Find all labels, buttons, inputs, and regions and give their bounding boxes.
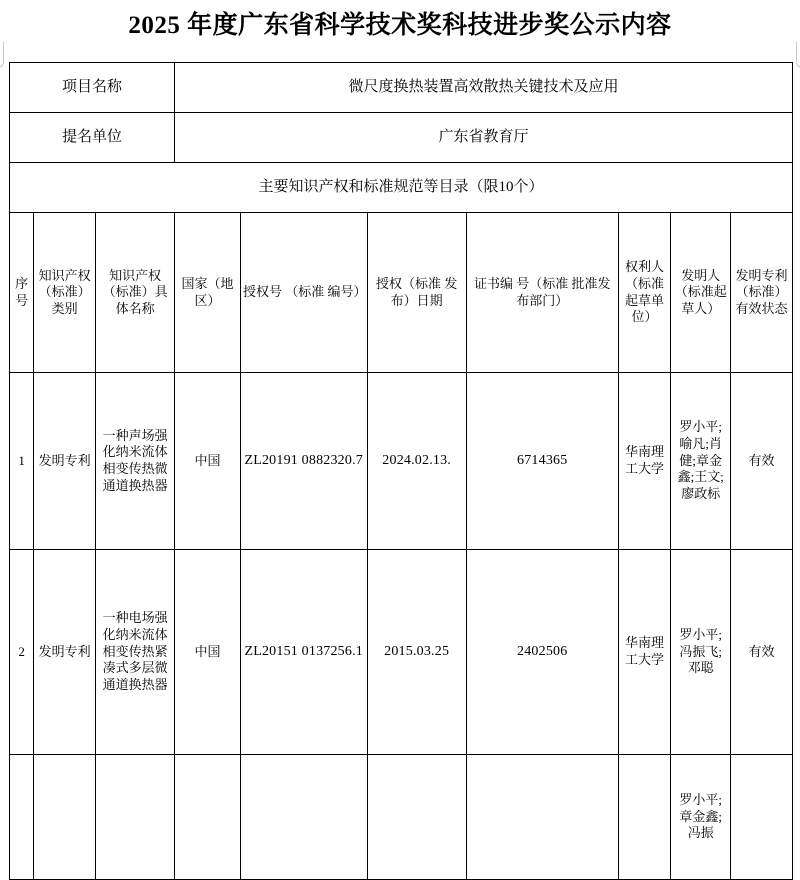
cell-ip-type [34, 755, 96, 880]
cell-country: 中国 [175, 373, 241, 550]
cell-grant-no: ZL20191 0882320.7 [240, 373, 367, 550]
col-header-inventors: 发明人（标准起草人） [671, 213, 731, 373]
cell-cert-no: 2402506 [466, 550, 618, 755]
col-header-owner: 权利人（标准起草单位） [618, 213, 671, 373]
ip-header-row [10, 213, 793, 373]
cell-status [731, 755, 793, 880]
cell-cert-no [466, 755, 618, 880]
col-header-grant-no: 授权号 （标准 编号） [240, 213, 367, 373]
page-title: 2025 年度广东省科学技术奖科技进步奖公示内容 [128, 12, 672, 39]
project-name-label: 项目名称 [10, 63, 175, 113]
table-row [10, 755, 793, 880]
cell-cert-no: 6714365 [466, 373, 618, 550]
col-header-status: 发明专利（标准）有效状态 [731, 213, 793, 373]
nominator-label: 提名单位 [10, 113, 175, 163]
project-name-value: 微尺度换热装置高效散热关键技术及应用 [175, 63, 793, 113]
cell-inventors: 罗小平;喻凡;肖健;章金鑫;王文;廖政标 [671, 373, 731, 550]
cell-ip-name: 一种声场强化纳米流体相变传热微通道换热器 [96, 373, 175, 550]
cell-grant-date: 2015.03.25 [367, 550, 466, 755]
page-edge-left [0, 42, 4, 68]
cell-grant-no [240, 755, 367, 880]
table-row [10, 550, 793, 755]
publicity-table [9, 62, 793, 880]
cell-inventors: 罗小平;冯振飞;邓聪 [671, 550, 731, 755]
col-header-ip-type: 知识产权（标准）类别 [34, 213, 96, 373]
cell-ip-name: 一种电场强化纳米流体相变传热紧凑式多层微通道换热器 [96, 550, 175, 755]
cell-ip-type: 发明专利 [34, 550, 96, 755]
col-header-country: 国家（地区） [175, 213, 241, 373]
table-row [10, 373, 793, 550]
cell-ip-name [96, 755, 175, 880]
cell-status: 有效 [731, 550, 793, 755]
cell-seq [10, 755, 34, 880]
cell-country: 中国 [175, 550, 241, 755]
publicity-table-container [9, 62, 793, 880]
ip-catalog-title: 主要知识产权和标准规范等目录（限10个） [10, 163, 793, 213]
cell-ip-type: 发明专利 [34, 373, 96, 550]
col-header-grant-date: 授权（标准 发布）日期 [367, 213, 466, 373]
ip-catalog-title-row [10, 163, 793, 213]
ip-table-body [10, 373, 793, 880]
project-name-row [10, 63, 793, 113]
ip-table-header [10, 213, 793, 373]
cell-owner: 华南理工大学 [618, 373, 671, 550]
cell-owner [618, 755, 671, 880]
cell-seq: 2 [10, 550, 34, 755]
col-header-seq: 序号 [10, 213, 34, 373]
cell-grant-date [367, 755, 466, 880]
col-header-cert-no: 证书编 号（标准 批准发 布部门） [466, 213, 618, 373]
cell-inventors: 罗小平;章金鑫;冯振 [671, 755, 731, 880]
col-header-ip-name: 知识产权（标准）具体名称 [96, 213, 175, 373]
nominator-value: 广东省教育厅 [175, 113, 793, 163]
cell-grant-date: 2024.02.13. [367, 373, 466, 550]
cell-grant-no: ZL20151 0137256.1 [240, 550, 367, 755]
cell-owner: 华南理工大学 [618, 550, 671, 755]
cell-status: 有效 [731, 373, 793, 550]
page-edge-right [796, 42, 800, 68]
cell-country [175, 755, 241, 880]
nominator-row [10, 113, 793, 163]
cell-seq: 1 [10, 373, 34, 550]
